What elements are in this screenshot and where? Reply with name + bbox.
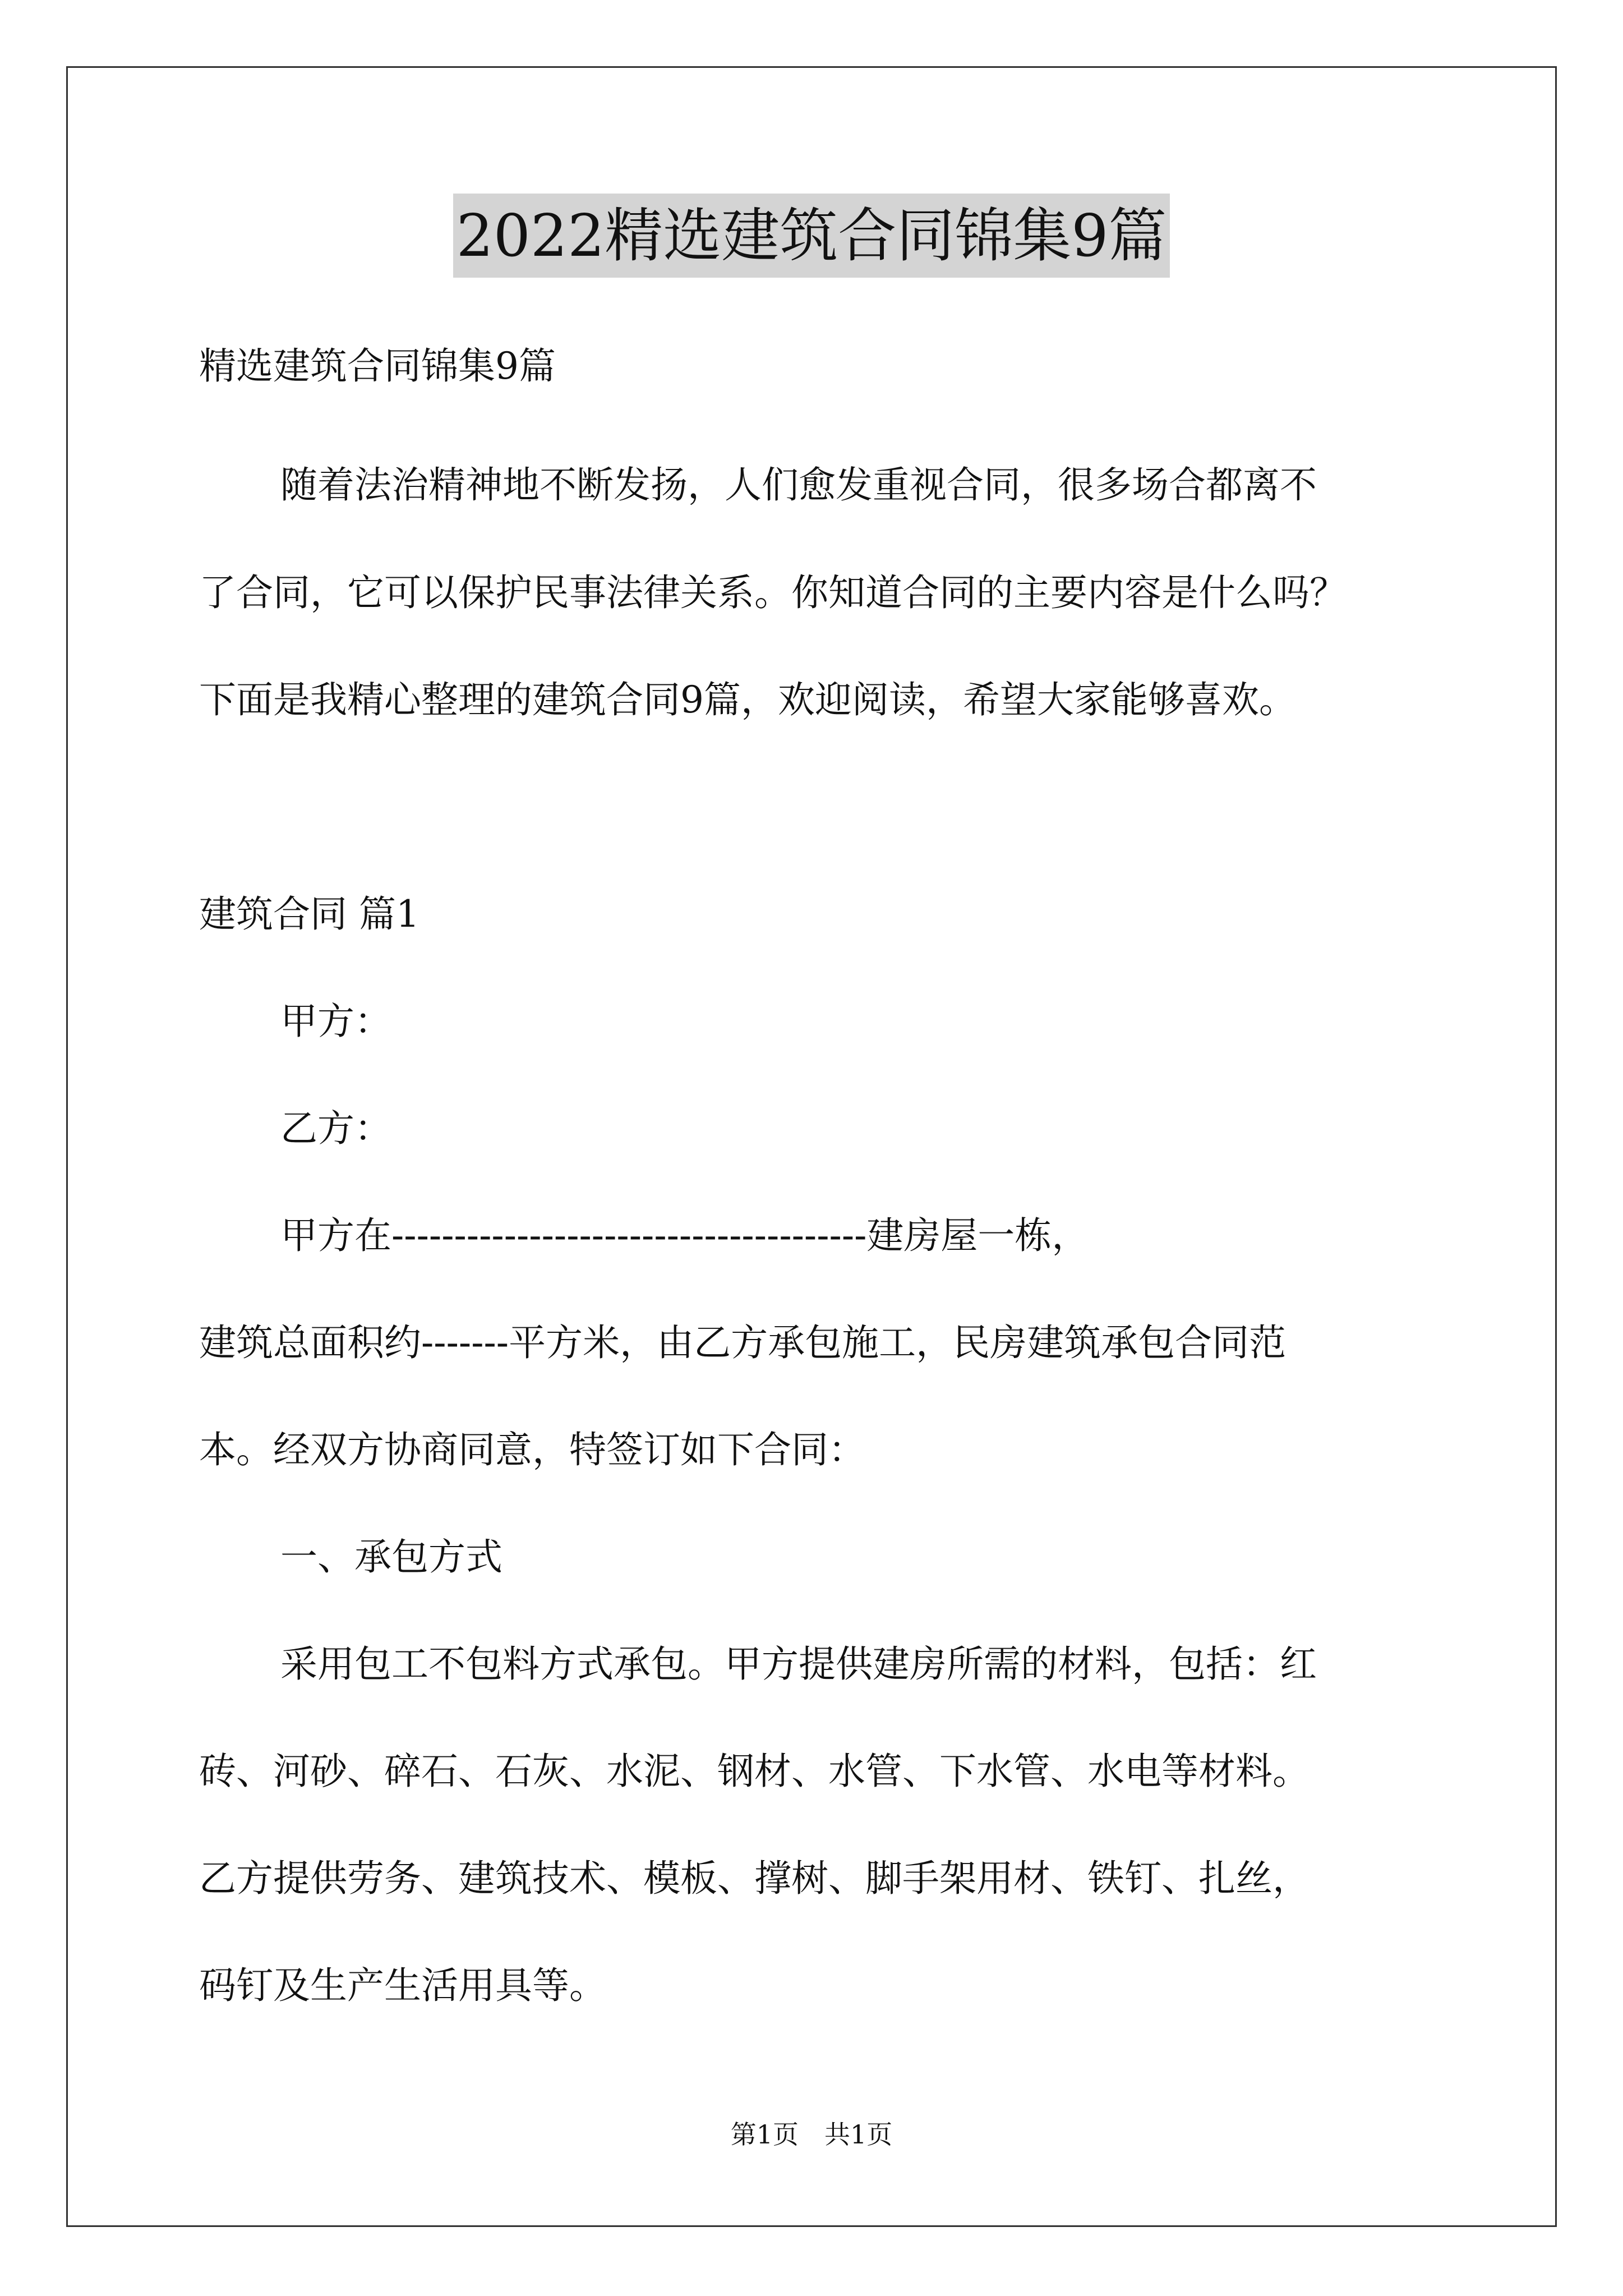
- agreement-line-3: 本。经双方协商同意，特签订如下合同：: [199, 1428, 865, 1471]
- clause-line-3: 乙方提供劳务、建筑技术、模板、撑树、脚手架用材、铁钉、扎丝，: [199, 1857, 1310, 1900]
- title-container: [0, 194, 1623, 278]
- intro-line-3: 下面是我精心整理的建筑合同9篇，欢迎阅读，希望大家能够喜欢。: [199, 678, 1296, 721]
- clause-line-2: 砖、河砂、碎石、石灰、水泥、钢材、水管、下水管、水电等材料。: [199, 1750, 1310, 1793]
- intro-line-2: 了合同，它可以保护民事法律关系。你知道合同的主要内容是什么吗？: [199, 571, 1347, 614]
- page-footer: 第1页 共1页: [730, 2119, 893, 2150]
- section-heading: 建筑合同 篇1: [199, 892, 419, 936]
- party-a-label: 甲方：: [280, 1000, 391, 1043]
- party-b-label: 乙方：: [280, 1107, 391, 1150]
- document-subtitle: 精选建筑合同锦集9篇: [199, 344, 556, 388]
- clause-line-4: 码钉及生产生活用具等。: [199, 1964, 606, 2007]
- clause-heading: 一、承包方式: [280, 1535, 502, 1579]
- agreement-line-2: 建筑总面积约-------平方米，由乙方承包施工，民房建筑承包合同范: [199, 1321, 1287, 1364]
- agreement-line-1: 甲方在--------------------------------------建房屋一栋，: [280, 1214, 1089, 1257]
- clause-line-1: 采用包工不包料方式承包。甲方提供建房所需的材料，包括：红: [280, 1642, 1317, 1686]
- document-title: 2022精选建筑合同锦集9篇: [453, 194, 1170, 278]
- intro-line-1: 随着法治精神地不断发扬，人们愈发重视合同，很多场合都离不: [280, 463, 1317, 507]
